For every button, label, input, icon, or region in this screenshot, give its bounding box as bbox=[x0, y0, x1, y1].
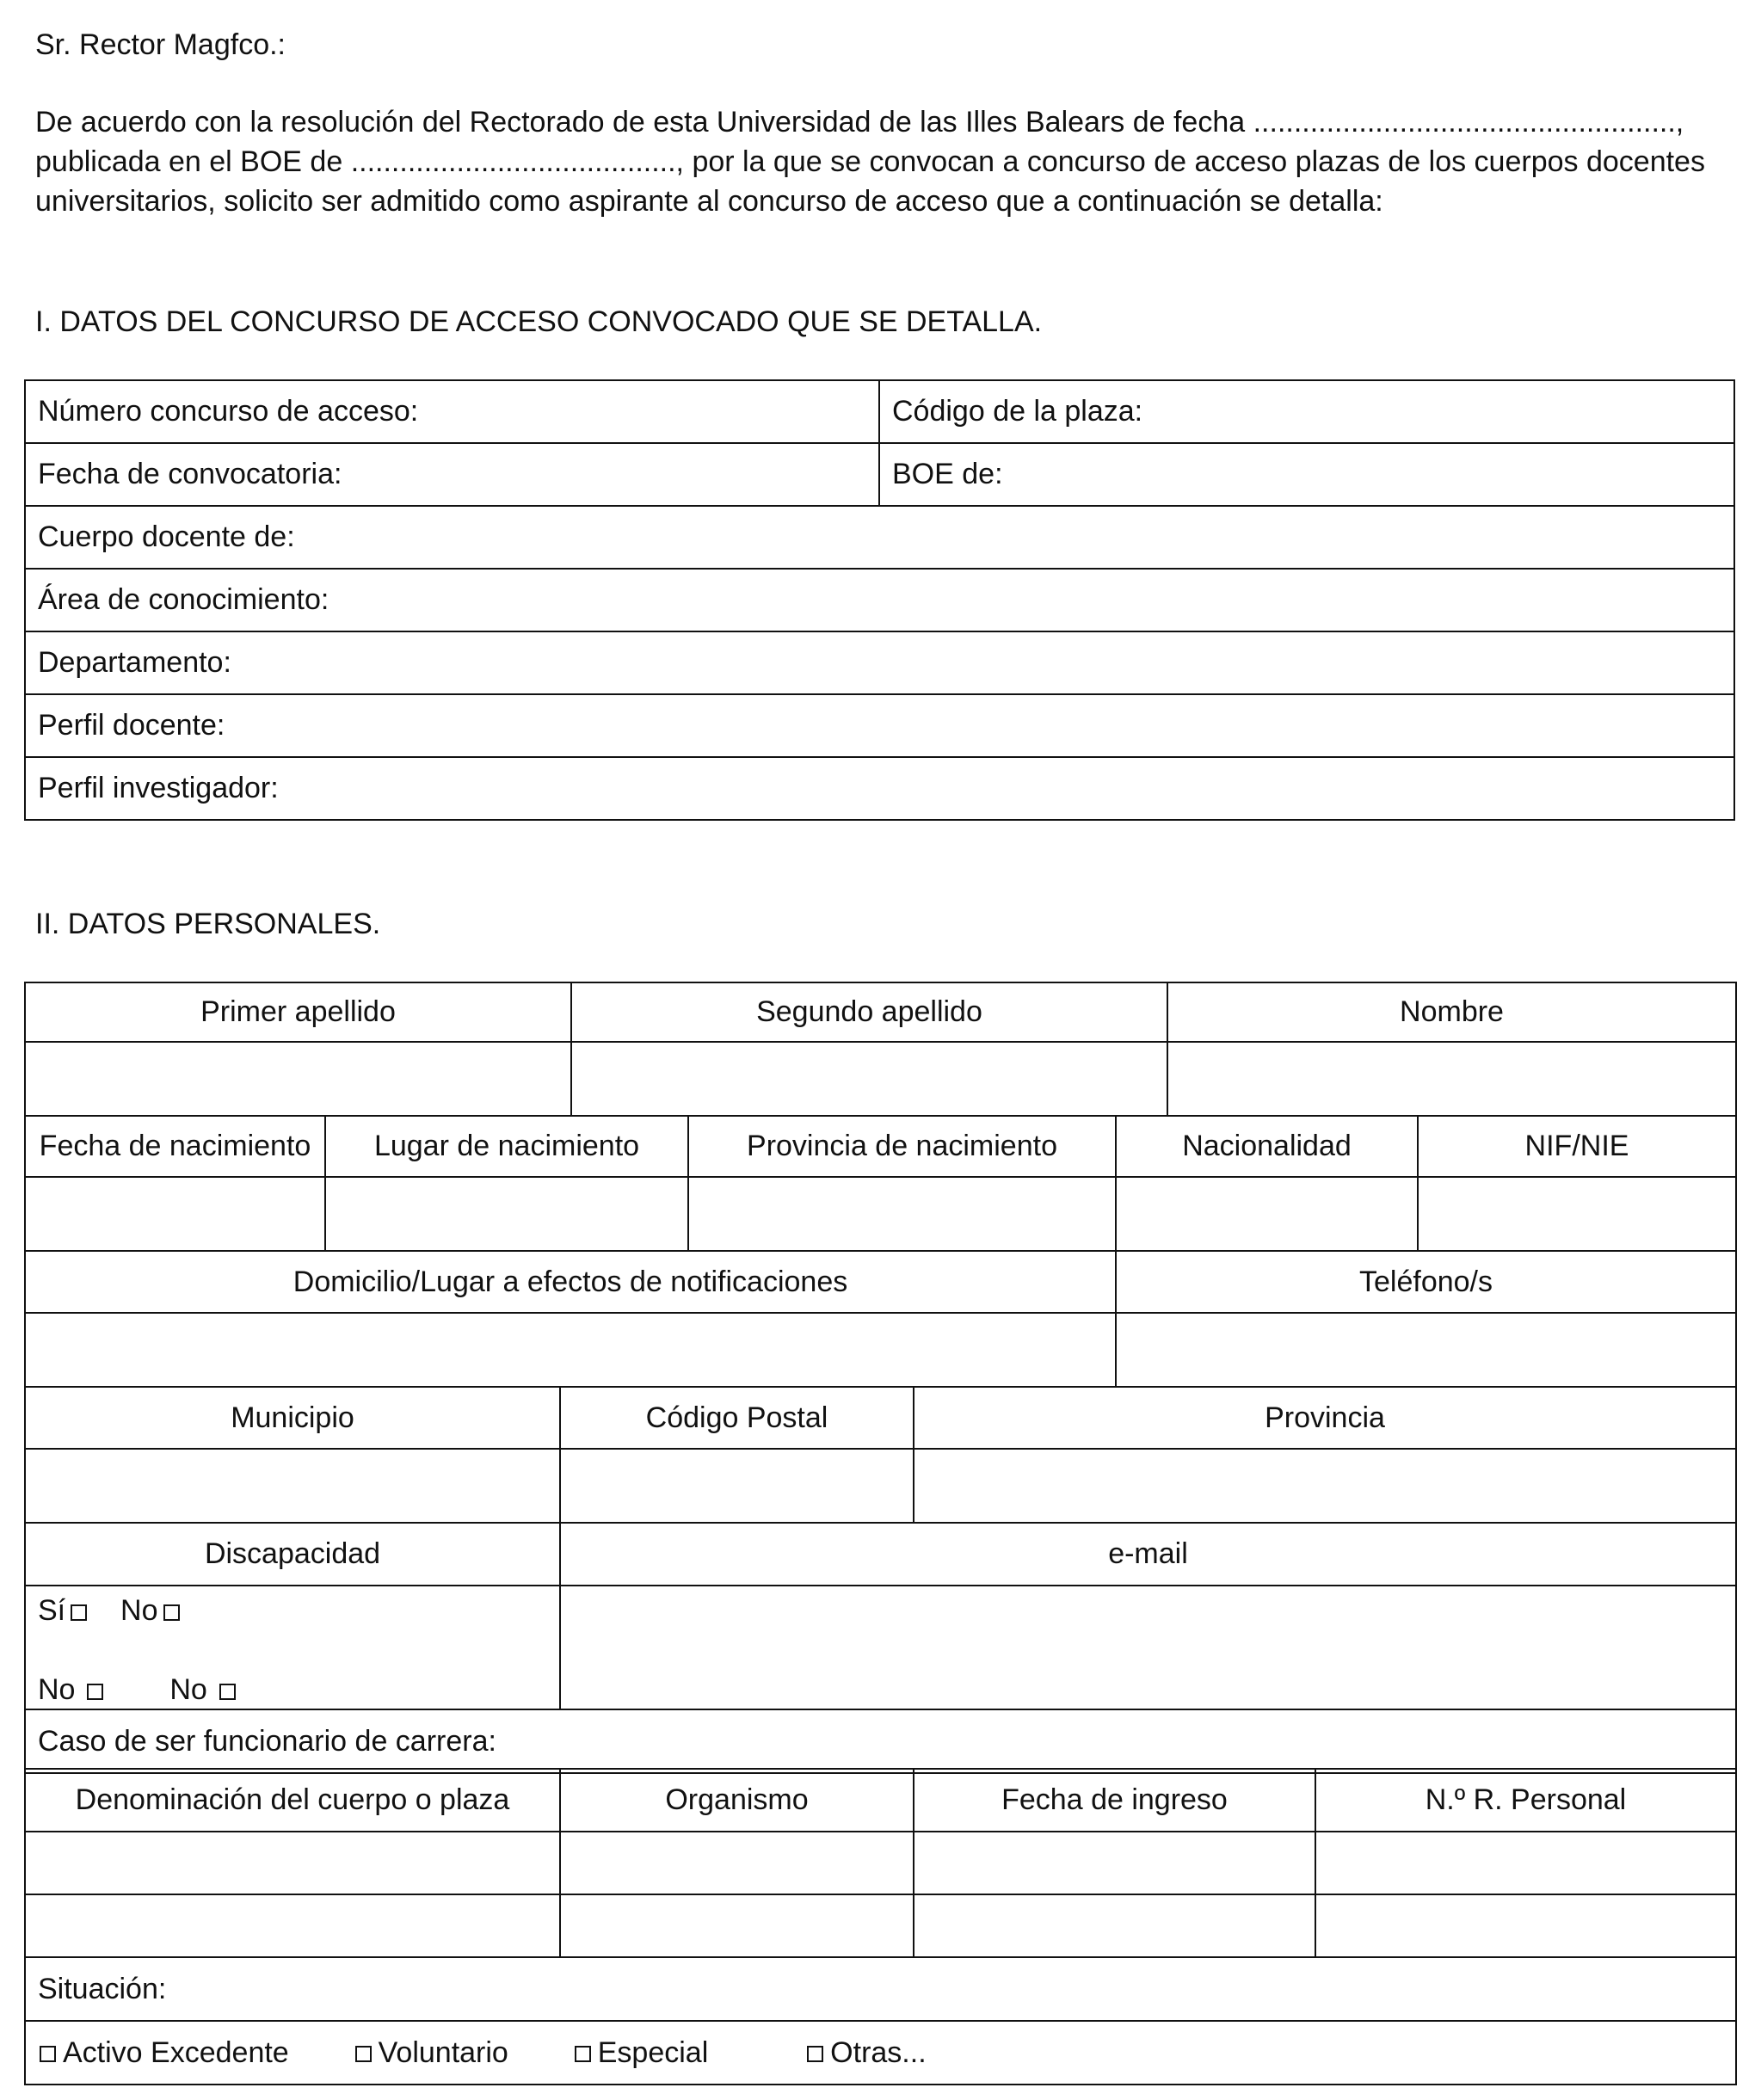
disability-options bbox=[25, 1586, 560, 1709]
name-label: Nombre bbox=[1167, 982, 1736, 1042]
situation-label: Situación: bbox=[25, 1957, 1736, 2021]
personnel-number-input-2[interactable] bbox=[1315, 1894, 1736, 1957]
organism-label: Organismo bbox=[560, 1769, 914, 1832]
disability-label: Discapacidad bbox=[25, 1523, 560, 1586]
municipality-table bbox=[24, 1386, 1737, 1524]
option-no-label-b: No bbox=[169, 1673, 207, 1706]
others-label: Otras... bbox=[830, 2035, 927, 2069]
active-label: Activo Excedente bbox=[63, 2035, 289, 2069]
active-checkbox[interactable] bbox=[40, 2046, 56, 2062]
body-name-input-2[interactable] bbox=[25, 1894, 560, 1957]
nationality-input[interactable] bbox=[1116, 1177, 1418, 1251]
nif-input[interactable] bbox=[1418, 1177, 1736, 1251]
personnel-number-label: N.º R. Personal bbox=[1315, 1769, 1736, 1832]
knowledge-area-field[interactable]: Área de conocimiento: bbox=[25, 569, 1734, 631]
birth-province-input[interactable] bbox=[688, 1177, 1116, 1251]
special-label: Especial bbox=[597, 2035, 709, 2069]
address-label: Domicilio/Lugar a efectos de notificaciones bbox=[25, 1251, 1116, 1313]
salutation: Sr. Rector Magfco.: bbox=[35, 28, 286, 61]
boe-field[interactable]: BOE de: bbox=[879, 443, 1734, 506]
special-checkbox[interactable] bbox=[575, 2046, 591, 2062]
phone-input[interactable] bbox=[1116, 1313, 1736, 1387]
situation-options bbox=[25, 2021, 1736, 2085]
second-surname-input[interactable] bbox=[571, 1042, 1167, 1116]
province-input[interactable] bbox=[914, 1449, 1736, 1523]
others-checkbox[interactable] bbox=[807, 2046, 823, 2062]
birth-date-input[interactable] bbox=[25, 1177, 325, 1251]
voluntary-checkbox[interactable] bbox=[355, 2046, 372, 2062]
personnel-number-input-1[interactable] bbox=[1315, 1832, 1736, 1894]
civil-servant-label: Caso de ser funcionario de carrera: bbox=[25, 1709, 1736, 1773]
name-input[interactable] bbox=[1167, 1042, 1736, 1116]
teaching-body-field[interactable]: Cuerpo docente de: bbox=[25, 506, 1734, 569]
body-name-input-1[interactable] bbox=[25, 1832, 560, 1894]
position-code-field[interactable]: Código de la plaza: bbox=[879, 380, 1734, 443]
civil-servant-table bbox=[24, 1768, 1737, 2085]
nif-label: NIF/NIE bbox=[1418, 1116, 1736, 1177]
disability-no-checkbox[interactable] bbox=[163, 1604, 180, 1621]
province-label: Provincia bbox=[914, 1387, 1736, 1449]
entry-date-label: Fecha de ingreso bbox=[914, 1769, 1315, 1832]
body-name-label: Denominación del cuerpo o plaza bbox=[25, 1769, 560, 1832]
nationality-label: Nacionalidad bbox=[1116, 1116, 1418, 1177]
birth-place-input[interactable] bbox=[325, 1177, 688, 1251]
address-table bbox=[24, 1250, 1737, 1388]
section-2-title: II. DATOS PERSONALES. bbox=[35, 908, 381, 940]
disability-table bbox=[24, 1522, 1737, 1774]
birth-table bbox=[24, 1115, 1737, 1252]
postal-code-label: Código Postal bbox=[560, 1387, 914, 1449]
disability-yes-label: Sí bbox=[38, 1594, 66, 1627]
entry-date-input-2[interactable] bbox=[914, 1894, 1315, 1957]
municipality-label: Municipio bbox=[25, 1387, 560, 1449]
postal-code-input[interactable] bbox=[560, 1449, 914, 1523]
contest-number-field[interactable]: Número concurso de acceso: bbox=[25, 380, 879, 443]
teaching-profile-field[interactable]: Perfil docente: bbox=[25, 694, 1734, 757]
intro-line-2: publicada en el BOE de ........................................, por la que se convocan a concurso de acceso plazas de los cuerpos docentes bbox=[35, 145, 1705, 178]
email-input[interactable] bbox=[560, 1586, 1736, 1709]
disability-yes-checkbox[interactable] bbox=[71, 1604, 87, 1621]
organism-input-1[interactable] bbox=[560, 1832, 914, 1894]
department-field[interactable]: Departamento: bbox=[25, 631, 1734, 694]
phone-label: Teléfono/s bbox=[1116, 1251, 1736, 1313]
email-label: e-mail bbox=[560, 1523, 1736, 1586]
second-surname-label: Segundo apellido bbox=[571, 982, 1167, 1042]
entry-date-input-1[interactable] bbox=[914, 1832, 1315, 1894]
option-no-label-a: No bbox=[38, 1673, 76, 1706]
first-surname-input[interactable] bbox=[25, 1042, 571, 1116]
organism-input-2[interactable] bbox=[560, 1894, 914, 1957]
option-no-checkbox-a[interactable] bbox=[87, 1684, 103, 1700]
birth-date-label: Fecha de nacimiento bbox=[25, 1116, 325, 1177]
voluntary-label: Voluntario bbox=[378, 2035, 508, 2069]
names-table bbox=[24, 982, 1737, 1117]
intro-line-3: universitarios, solicito ser admitido como aspirante al concurso de acceso que a continuación se detalla: bbox=[35, 185, 1383, 218]
call-date-field[interactable]: Fecha de convocatoria: bbox=[25, 443, 879, 506]
research-profile-field[interactable]: Perfil investigador: bbox=[25, 757, 1734, 820]
contest-data-table bbox=[24, 379, 1735, 821]
section-1-title: I. DATOS DEL CONCURSO DE ACCESO CONVOCADO QUE SE DETALLA. bbox=[35, 305, 1043, 338]
disability-no-label: No bbox=[120, 1594, 158, 1627]
municipality-input[interactable] bbox=[25, 1449, 560, 1523]
first-surname-label: Primer apellido bbox=[25, 982, 571, 1042]
birth-province-label: Provincia de nacimiento bbox=[688, 1116, 1116, 1177]
intro-line-1: De acuerdo con la resolución del Rectorado de esta Universidad de las Illes Balears de fecha ...................................................., bbox=[35, 106, 1684, 139]
birth-place-label: Lugar de nacimiento bbox=[325, 1116, 688, 1177]
option-no-checkbox-b[interactable] bbox=[219, 1684, 236, 1700]
address-input[interactable] bbox=[25, 1313, 1116, 1387]
